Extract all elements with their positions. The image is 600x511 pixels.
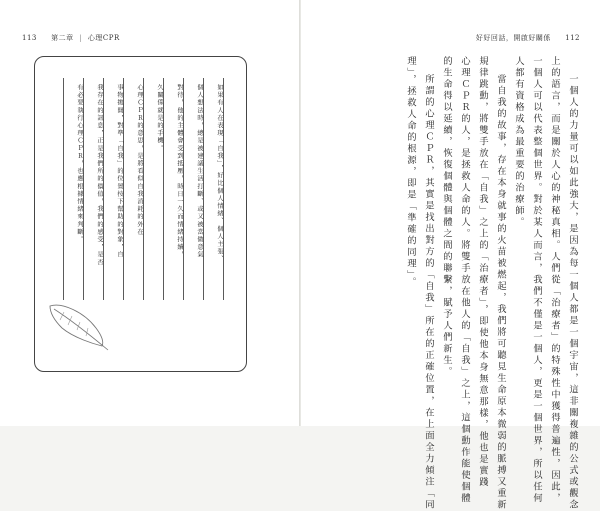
note-line-3: 對待，他的主體會受到抵壓，時日一久而情緒持續， bbox=[176, 84, 183, 259]
note-line-8: 有必要執行心理ＣＰＲ，也應根據情緒來判斷。 bbox=[76, 84, 83, 244]
note-line-7: 我存在的訊息，正是我們所的價值，我們的感受，是否 bbox=[96, 84, 103, 267]
note-line-5: 心理ＣＰＲ的意思，是將看似自我消耗的外在 bbox=[136, 84, 143, 236]
paragraph-line-7: 心理ＣＰＲ的人，是拯救人命的人。將雙手放在他人的「自我」之上，這個動作能使個體 bbox=[459, 56, 470, 505]
paragraph-line-8: 的生命得以延續，恢復個體與個體之間的聯繫，賦予人們新生。 bbox=[441, 56, 452, 378]
paragraph-line-4: 人都有資格成為最重要的治療師。 bbox=[513, 56, 524, 229]
chapter-label: 第二章 bbox=[51, 34, 74, 42]
right-running-header bbox=[476, 33, 580, 43]
right-page-number: 112 bbox=[565, 34, 580, 42]
note-line-4: 久關係就是的手機。 bbox=[156, 84, 163, 153]
section-label: 心理CPR bbox=[87, 34, 120, 42]
left-running-header: 113 第二章 | 心理CPR bbox=[22, 34, 120, 42]
left-page-number: 113 bbox=[22, 34, 37, 42]
paragraph-line-5: 當自我的故事，存在本身就事的火苗被燃起，我們將可聽見生命原本微弱的脈搏又重新 bbox=[495, 74, 506, 511]
feather-icon bbox=[44, 298, 114, 354]
book-gutter bbox=[299, 0, 301, 426]
paragraph-line-3: 一個人可以代表整個世界。對於某人而言，我們不僅是一個人，更是一個世界，所以任何 bbox=[531, 56, 542, 505]
note-line-2: 個人想法時，總是被建議生活打斷、或又被當做意氣 bbox=[196, 84, 203, 259]
paragraph-line-2: 上的語言，而是關於人心的神秘真相。人們從「治療者」的特殊性中獲得普遍性，因此， bbox=[549, 56, 560, 505]
book-running-title: 好好回話，開啟好關係 bbox=[475, 34, 551, 42]
paragraph-line-10: 理」，拯救人命的根源，即是「準確的同理」。 bbox=[405, 56, 416, 289]
paragraph-line-9: 所謂的心理ＣＰＲ，其實是找出對方的「自我」所在的正確位置，在上面全力傾注「同 bbox=[423, 74, 434, 511]
paragraph-line-6: 規律跳動，將雙手放在「自我」之上的「治療者」，即使他本身無意那樣，他也是實踐 bbox=[477, 56, 488, 489]
paragraph-line-1: 一個人的力量可以如此強大，是因為每一個人都是一個宇宙，這非關複雜的公式或觀念 bbox=[567, 74, 578, 511]
note-line-6: 事物拋開，對準「自我」的位置按下幫助的對象，自 bbox=[116, 84, 123, 259]
note-line-1: 如果有人在表現「自我」，好比個人情緒、個人主張、 bbox=[216, 84, 223, 264]
